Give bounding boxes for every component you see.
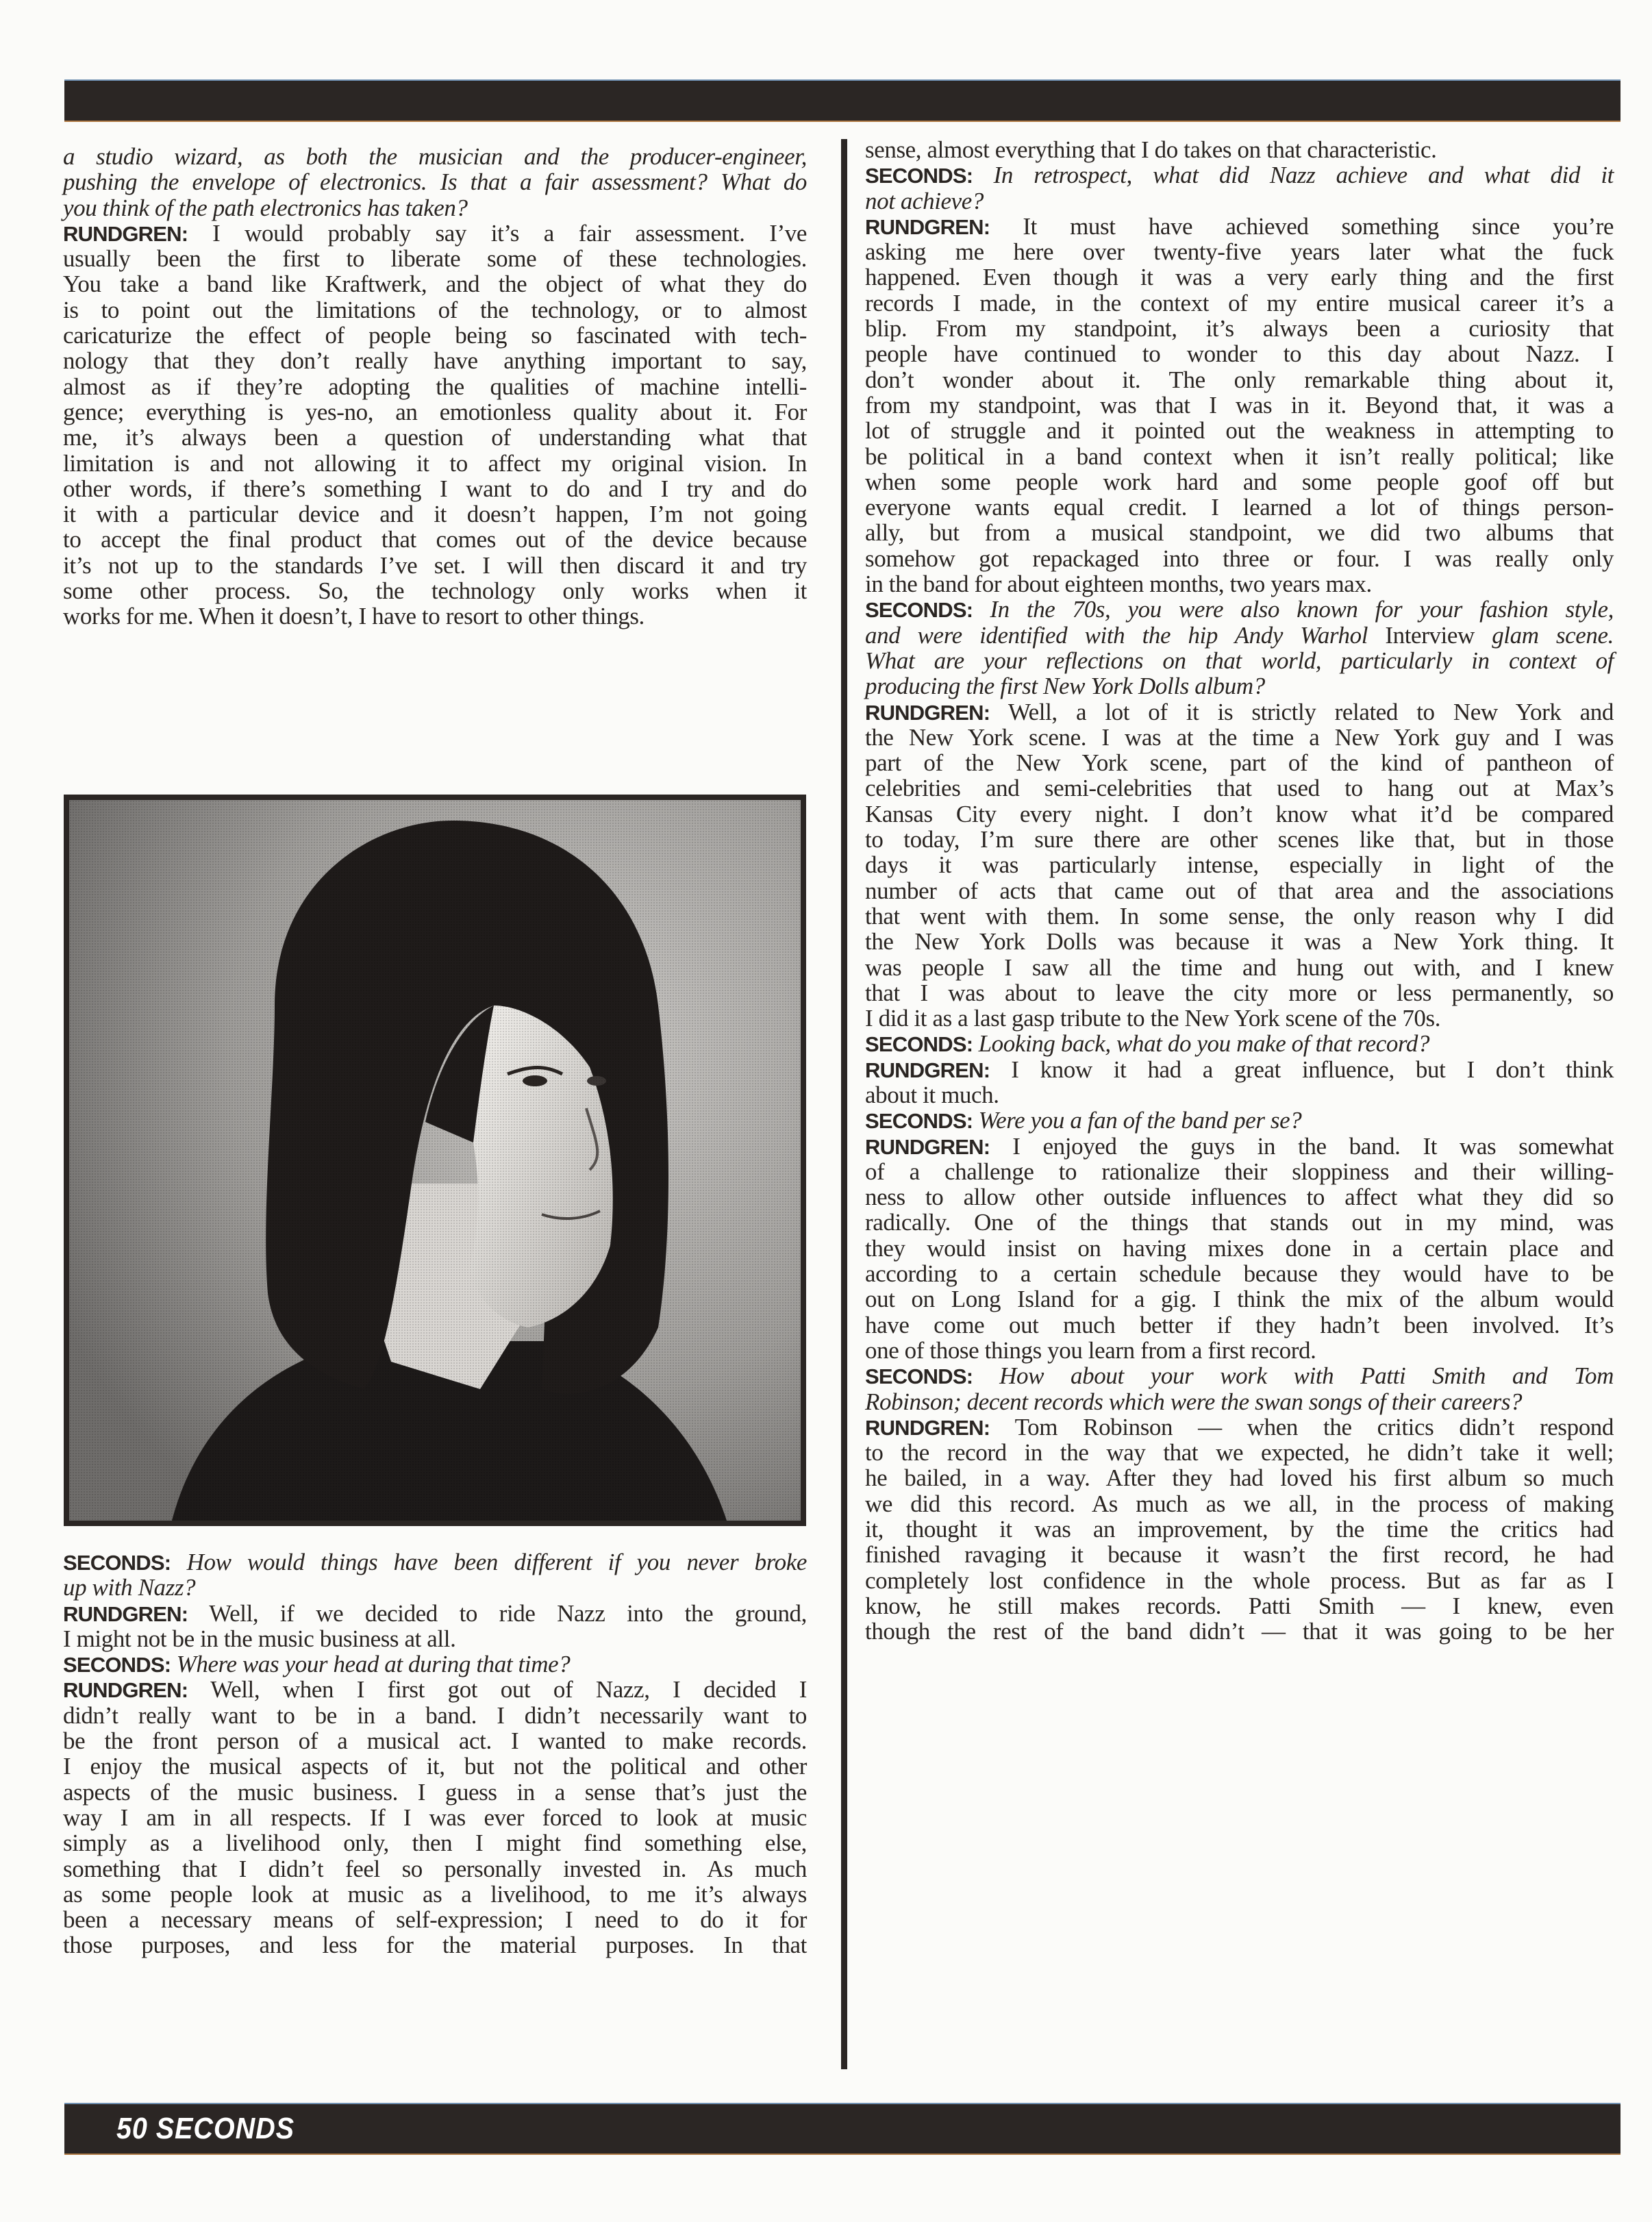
answer-text: part of the New York scene, part of the kind of pantheon of [865,749,1614,777]
speaker-label: RUNDGREN: [63,1601,188,1626]
text-line [865,878,1614,903]
question-text: Where was your head at during that time? [171,1651,571,1678]
answer-text: out on Long Island for a gig. I think the mix of the album would [865,1286,1614,1313]
answer-text: the New York Dolls was because it was a New York thing. It [865,928,1614,956]
text-line [865,1338,1614,1363]
answer-text: they would insist on having mixes done in a certain place and [865,1234,1614,1262]
text-line [63,1932,807,1958]
answer-text: I did it as a last gasp tribute to the New York scene of the 70s. [865,1005,1441,1032]
answer-text: usually been the first to liberate some of these technologies. [63,245,807,273]
text-line [865,239,1614,264]
speaker-label: SECONDS: [865,1032,973,1057]
text-line [63,1882,807,1907]
text-line [865,775,1614,801]
text-line [865,852,1614,877]
text-line [865,1542,1614,1567]
answer-text: from my standpoint, was that I was in it. Beyond that, it was a [865,391,1614,419]
answer-text: caricaturize the effect of people being so fascinated with tech- [63,322,807,349]
text-line [865,903,1614,929]
speaker-label: RUNDGREN: [865,1134,990,1159]
speaker-label: RUNDGREN: [865,700,990,725]
page-folio: 50 SECONDS [116,2112,295,2145]
answer-text: simply as a livelihood only, then I might find something else, [63,1830,807,1857]
text-line [865,341,1614,366]
answer-text: he bailed, in a way. After they had loved his first album so much [865,1464,1614,1492]
answer-text: to the record in the way that we expected, he didn’t take it well; [865,1439,1614,1466]
text-line [63,374,807,399]
answer-text: of a challenge to rationalize their sloppiness and their willing- [865,1158,1614,1185]
answer-text: Kansas City every night. I don’t know what it’d be compared [865,800,1614,827]
text-line [865,725,1614,750]
text-line [865,1261,1614,1286]
answer-text: blip. From my standpoint, it’s always been a curiosity that [865,315,1614,342]
text-line [63,144,807,169]
answer-text: the New York scene. I was at the time a New York guy and I was [865,723,1614,751]
text-line [865,1286,1614,1312]
left-column-top [63,144,807,629]
portrait-photo [64,795,806,1526]
answer-text: radically. One of the things that stands out in my mind, was [865,1209,1614,1236]
text-line [63,603,807,629]
text-line [865,1363,1614,1388]
answer-text: know, he still makes records. Patti Smith — I knew, even [865,1592,1614,1619]
speaker-label: RUNDGREN: [865,1415,990,1440]
text-line [865,1031,1614,1056]
speaker-label: RUNDGREN: [63,1678,188,1703]
magazine-title: Interview [1385,621,1475,649]
text-line [865,1210,1614,1235]
question-text: Were you a fan of the band per se? [973,1107,1302,1134]
answer-text: people have continued to wonder to this day about Nazz. I [865,340,1614,368]
text-line [865,623,1614,648]
text-line [865,1134,1614,1159]
question-text: not achieve? [865,187,984,214]
answer-text: didn’t really want to be in a band. I didn’t necessarily want to [63,1701,807,1729]
text-line [63,451,807,476]
answer-text: I know it had a great influence, but I don’t think [990,1056,1614,1083]
text-line [865,648,1614,673]
answer-text: I might not be in the music business at all. [63,1625,456,1652]
text-line [865,1057,1614,1082]
text-line [865,571,1614,597]
text-line [865,750,1614,775]
question-text: pushing the envelope of electronics. Is that a fair assessment? What do [63,168,807,196]
answer-text: to today, I’m sure there are other scenes like that, but in those [865,826,1614,853]
text-line [865,1465,1614,1490]
text-line [865,1440,1614,1465]
answer-text: days it was particularly intense, especially in light of the [865,851,1614,879]
answer-text: those purposes, and less for the material purposes. In that [63,1932,807,1959]
speaker-label: RUNDGREN: [865,214,990,239]
answer-text: in the band for about eighteen months, two years max. [865,571,1372,598]
text-line [63,1830,807,1856]
answer-text: me, it’s always been a question of understanding what that [63,424,807,451]
text-line [63,1677,807,1702]
speaker-label: RUNDGREN: [865,1058,990,1082]
text-line [865,980,1614,1006]
answer-text: somehow got repackaged into three or four. I was really only [865,545,1614,572]
question-text: a studio wizard, as both the musician and the producer-engineer, [63,143,807,170]
answer-text: aspects of the music business. I guess in a sense that’s just the [63,1778,807,1806]
answer-text: ness to allow other outside influences to affect what they did so [865,1184,1614,1211]
answer-text: limitation is and not allowing it to affect my original vision. In [63,449,807,477]
answer-text: is to point out the limitations of the technology, or to almost [63,296,807,323]
answer-text: records I made, in the context of my entire musical career it’s a [865,289,1614,316]
text-line [865,290,1614,316]
answer-text: It must have achieved something since you’re [990,212,1614,240]
question-text: What are your reflections on that world, particularly in context of [865,647,1614,674]
answer-text: as some people look at music as a livelihood, to me it’s always [63,1880,807,1908]
question-text: In retrospect, what did Nazz achieve and what did it [973,162,1614,189]
text-line [865,367,1614,392]
text-line [865,597,1614,622]
speaker-label: SECONDS: [865,1364,973,1389]
question-text: Looking back, what do you make of that record? [973,1030,1430,1058]
question-text: you think of the path electronics has taken? [63,194,468,221]
answer-text: was people I saw all the time and hung out with, and I knew [865,953,1614,981]
text-line [865,1312,1614,1338]
text-line [63,1728,807,1753]
text-line [63,1907,807,1932]
answer-text: lot of struggle and it pointed out the weakness in attempting to [865,417,1614,445]
question-text: glam scene. [1474,621,1614,649]
text-line [865,137,1614,162]
answer-text: works for me. When it doesn’t, I have to resort to other things. [63,603,644,630]
column-divider [841,139,847,699]
text-line [865,1184,1614,1210]
answer-text: that I was about to leave the city more or less permanently, so [865,979,1614,1006]
answer-text: be political in a band context when it isn’t really political; like [865,442,1614,470]
text-line [63,1780,807,1805]
speaker-label: SECONDS: [63,1653,171,1677]
answer-text: have come out much better if they hadn’t been involved. It’s [865,1311,1614,1338]
text-line [63,1575,807,1600]
right-column [865,137,1614,1645]
answer-text: about it much. [865,1081,999,1108]
answer-text: it with a particular device and it doesn’t happen, I’m not going [63,501,807,528]
text-line [865,1159,1614,1184]
text-line [63,1549,807,1575]
text-line [865,1006,1614,1031]
text-line [865,1593,1614,1619]
text-line [63,195,807,221]
answer-text: to accept the final product that comes out of the device because [63,526,807,553]
text-line [865,520,1614,545]
answer-text: I enjoyed the guys in the band. It was somewhat [990,1132,1614,1160]
text-line [63,1651,807,1677]
answer-text: that went with them. In some sense, the only reason why I did [865,902,1614,929]
answer-text: some other process. So, the technology only works when it [63,577,807,605]
answer-text: almost as if they’re adopting the qualities of machine intelli- [63,373,807,400]
answer-text: You take a band like Kraftwerk, and the object of what they do [63,271,807,298]
text-line [865,418,1614,443]
text-line [865,801,1614,827]
answer-text: everyone wants equal credit. I learned a lot of things person- [865,494,1614,521]
text-line [865,1619,1614,1644]
question-text: up with Nazz? [63,1574,196,1601]
answer-text: sense, almost everything that I do takes on that characteristic. [865,136,1437,163]
answer-text: happened. Even though it was a very early thing and the first [865,264,1614,291]
answer-text: way I am in all respects. If I was ever forced to look at music [63,1803,807,1831]
text-line [63,246,807,271]
text-line [63,527,807,552]
answer-text: gence; everything is yes-no, an emotionless quality about it. For [63,398,807,425]
speaker-label: SECONDS: [865,598,973,623]
speaker-label: RUNDGREN: [63,221,188,246]
text-line [865,673,1614,699]
answer-text: Well, if we decided to ride Nazz into the ground, [188,1599,807,1627]
text-line [865,188,1614,214]
text-line [63,297,807,323]
text-line [865,1568,1614,1593]
text-line [865,214,1614,239]
text-line [63,221,807,246]
text-line [865,316,1614,341]
answer-text: it, thought it was an improvement, by the time the critics had [865,1516,1614,1543]
speaker-label: SECONDS: [865,1109,973,1134]
text-line [63,553,807,578]
answer-text: one of those things you learn from a first record. [865,1336,1316,1364]
text-line [865,1236,1614,1261]
text-line [865,469,1614,495]
text-line [63,425,807,450]
text-line [865,929,1614,954]
text-line [63,476,807,501]
question-text: How about your work with Patti Smith and Tom [973,1362,1614,1390]
footer-bar [64,2103,1620,2155]
text-line [865,1389,1614,1414]
text-line [865,162,1614,188]
answer-text: I enjoy the musical aspects of it, but not the political and other [63,1753,807,1780]
text-line [865,955,1614,980]
answer-text: don’t wonder about it. The only remarkable thing about it, [865,366,1614,393]
text-line [865,1516,1614,1542]
text-line [63,323,807,348]
text-line [865,1414,1614,1440]
answer-text: Well, when I first got out of Nazz, I decided I [188,1676,807,1703]
answer-text: been a necessary means of self-expression; I need to do it for [63,1906,807,1934]
text-line [865,264,1614,290]
text-line [865,495,1614,520]
text-line [63,578,807,603]
text-line [865,392,1614,418]
text-line [63,1601,807,1626]
answer-text: though the rest of the band didn’t — that it was going to be her [865,1618,1614,1645]
answer-text: finished ravaging it because it wasn’t the first record, he had [865,1541,1614,1569]
column-divider-lower [841,699,847,2069]
answer-text: celebrities and semi-celebrities that used to hang out at Max’s [865,775,1614,802]
left-column-bottom [63,1549,807,1958]
text-line [865,699,1614,725]
answer-text: asking me here over twenty-five years later what the fuck [865,238,1614,266]
speaker-label: SECONDS: [865,164,973,188]
answer-text: ally, but from a musical standpoint, we did two albums that [865,519,1614,547]
header-bar [64,79,1620,122]
answer-text: we did this record. As much as we all, in the process of making [865,1490,1614,1517]
speaker-label: SECONDS: [63,1551,171,1575]
text-line [63,399,807,425]
text-line [63,1626,807,1651]
portrait-image [69,800,801,1521]
text-line [865,1491,1614,1516]
question-text: In the 70s, you were also known for your fashion style, [973,596,1614,623]
answer-text: other words, if there’s something I want to do and I try and do [63,475,807,502]
text-line [63,501,807,527]
answer-text: be the front person of a musical act. I wanted to make records. [63,1727,807,1755]
text-line [63,1856,807,1882]
answer-text: it’s not up to the standards I’ve set. I will then discard it and try [63,551,807,579]
text-line [865,1108,1614,1133]
text-line [63,1753,807,1779]
answer-text: when some people work hard and some people goof off but [865,468,1614,495]
answer-text: I would probably say it’s a fair assessment. I’ve [188,219,807,247]
answer-text: something that I didn’t feel so personally invested in. As much [63,1855,807,1882]
question-text: producing the first New York Dolls album? [865,673,1265,700]
text-line [63,169,807,195]
text-line [63,348,807,373]
text-line [865,546,1614,571]
answer-text: Tom Robinson — when the critics didn’t respond [990,1413,1614,1440]
text-line [63,271,807,297]
answer-text: completely lost confidence in the whole process. But as far as I [865,1566,1614,1594]
text-line [63,1805,807,1830]
answer-text: Well, a lot of it is strictly related to New York and [990,698,1614,725]
answer-text: nology that they don’t really have anything important to say, [63,347,807,375]
text-line [865,1082,1614,1108]
answer-text: according to a certain schedule because they would have to be [865,1260,1614,1288]
answer-text: number of acts that came out of that area and the associations [865,877,1614,904]
text-line [865,444,1614,469]
question-text: How would things have been different if you never broke [171,1549,807,1575]
text-line [865,827,1614,852]
question-text: and were identified with the hip Andy Warhol [865,621,1386,649]
text-line [63,1703,807,1728]
question-text: Robinson; decent records which were the swan songs of their careers? [865,1388,1523,1415]
